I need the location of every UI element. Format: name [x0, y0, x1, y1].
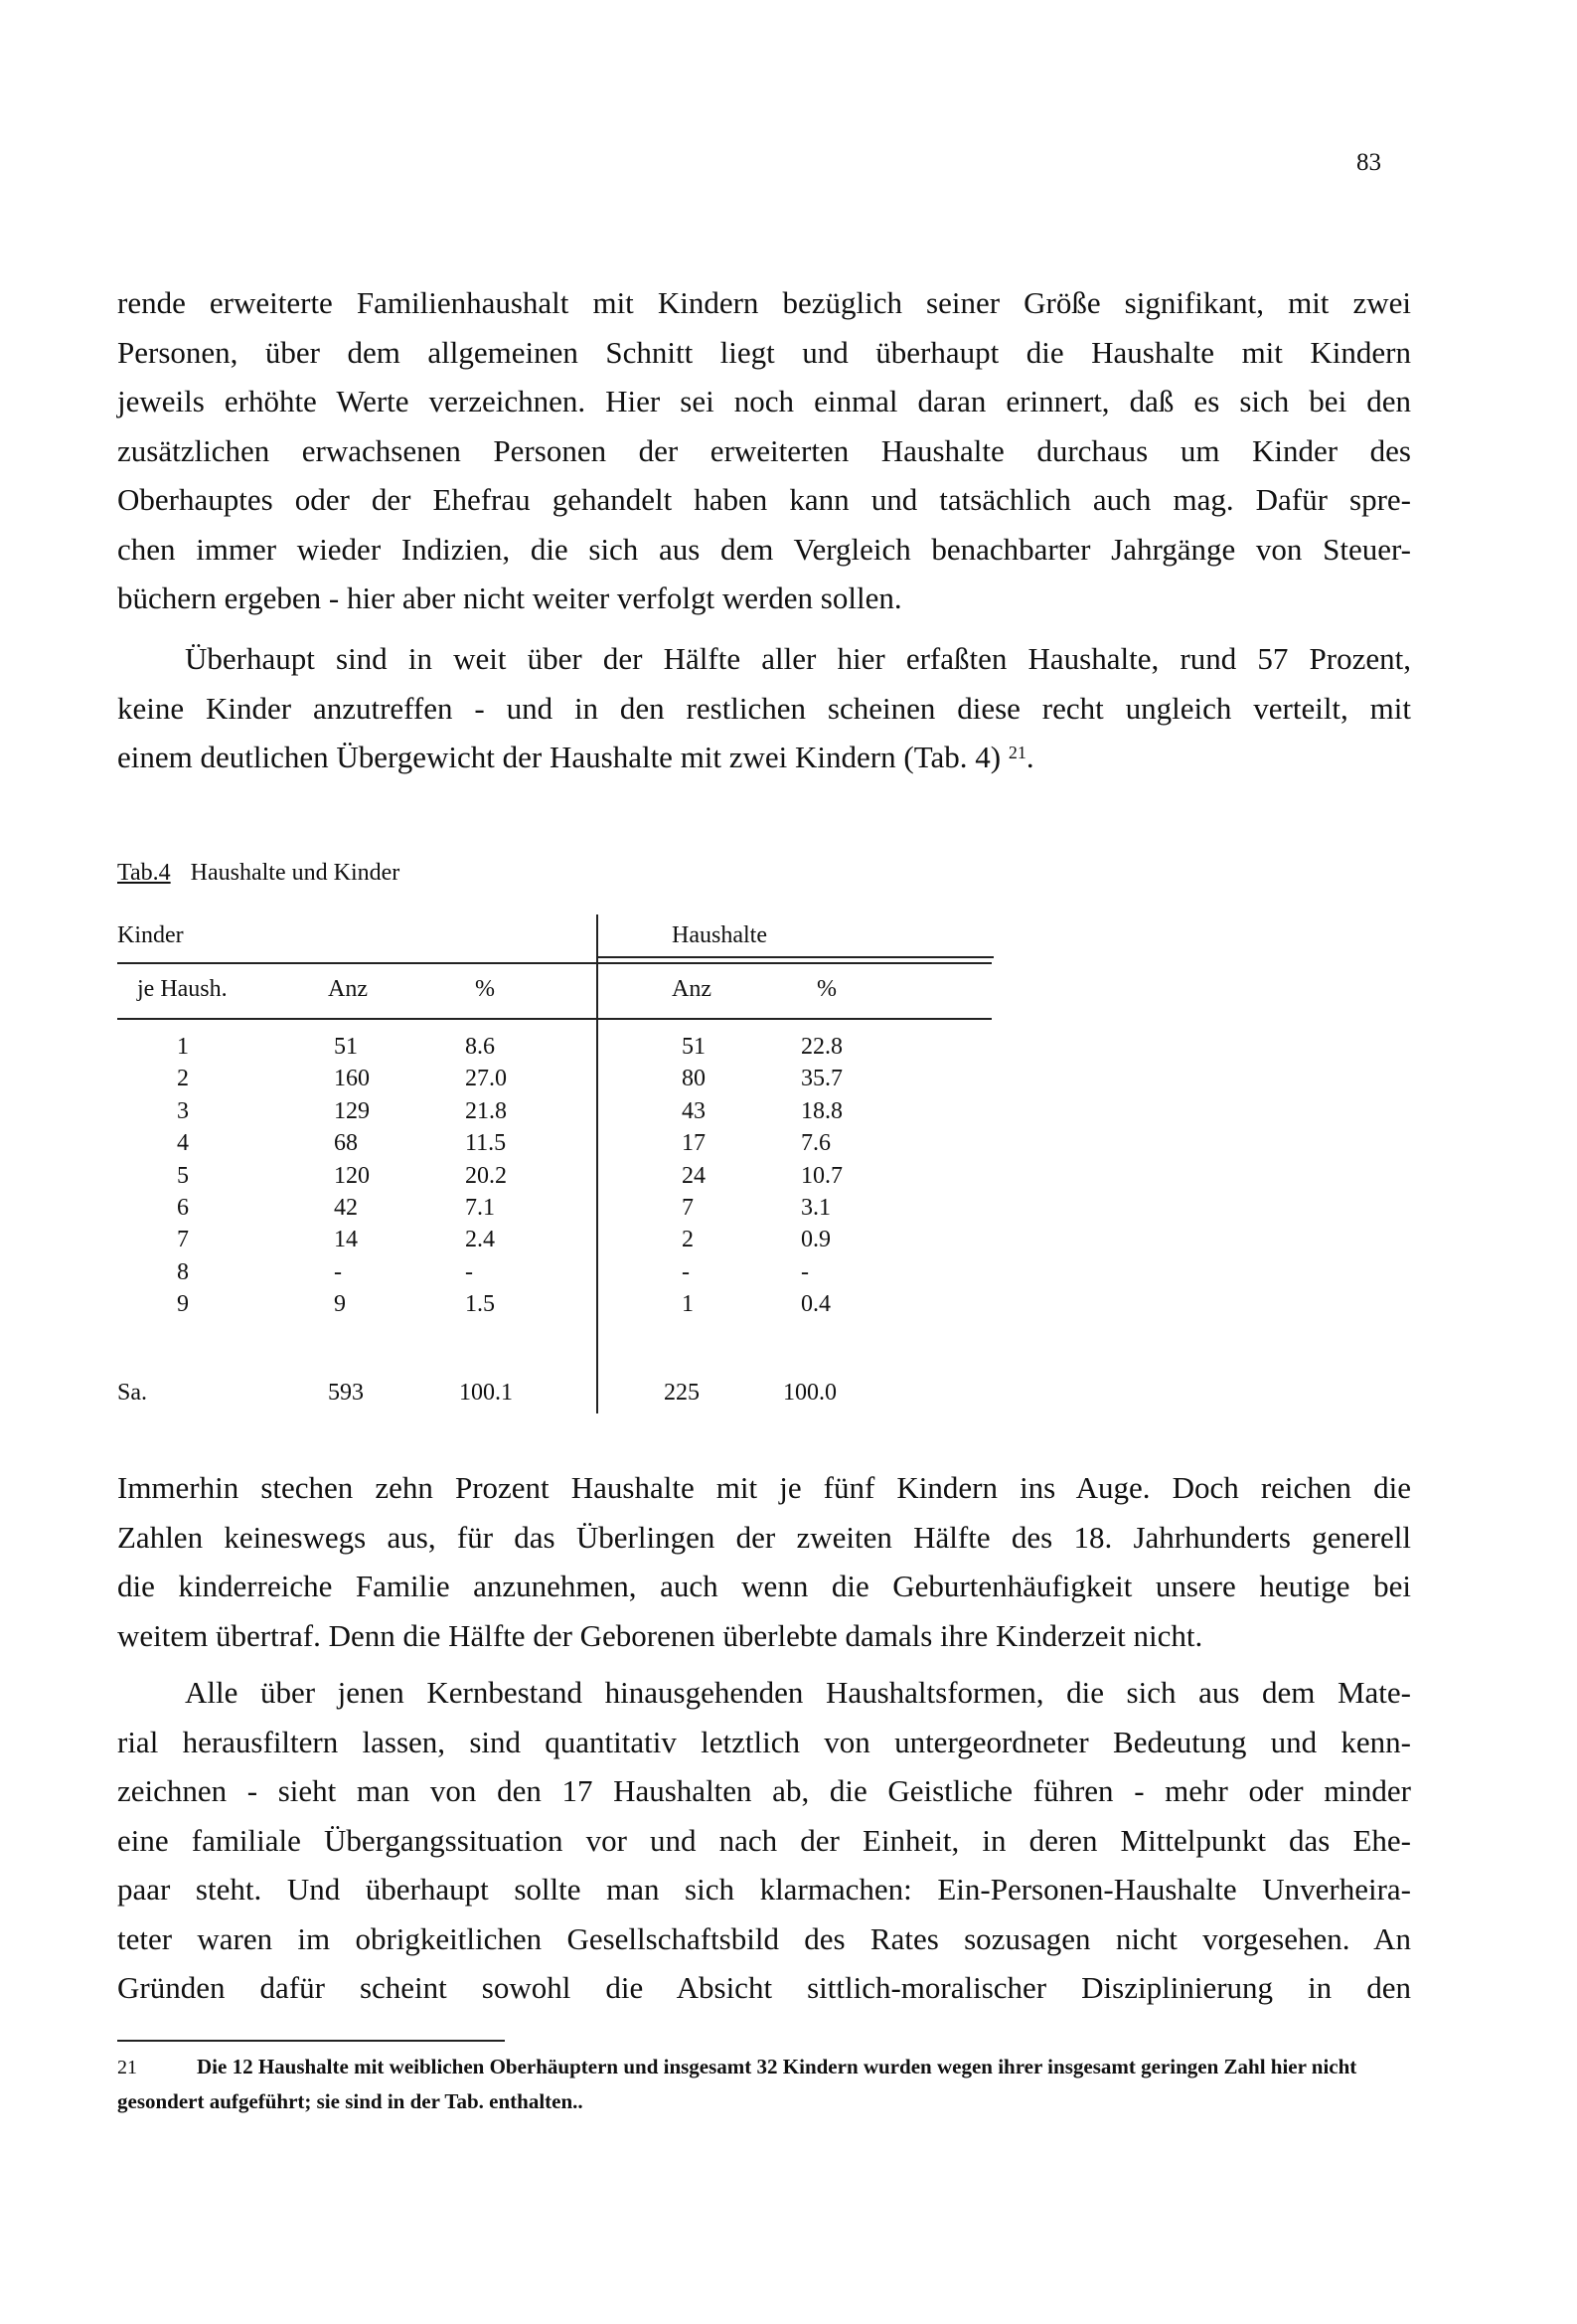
- text-fragment: einem deutlichen Übergewicht der Haushalte mit zwei Kindern (Tab. 4): [117, 740, 1002, 774]
- page-number: 83: [1356, 149, 1381, 176]
- text-line: Zahlen keineswegs aus, für das Überlingen der zweiten Hälfte des 18. Jahrhunderts generell: [117, 1519, 1411, 1555]
- table-cell: 129: [334, 1097, 370, 1124]
- table-cell: 7.1: [465, 1195, 495, 1221]
- table-cell: 22.8: [801, 1034, 843, 1060]
- table-cell: 68: [334, 1130, 358, 1157]
- text-line: eine familiale Übergangssituation vor und nach der Einheit, in deren Mittelpunkt das Ehe-: [117, 1822, 1411, 1858]
- table-cell: 35.7: [801, 1066, 843, 1092]
- footnote-separator: [117, 2040, 505, 2042]
- column-header: Anz: [672, 976, 711, 1002]
- paragraph-2: [117, 634, 1411, 782]
- table-cell: 9: [334, 1291, 346, 1318]
- table-vertical-rule: [596, 914, 598, 1413]
- table-cell: 10.7: [801, 1162, 843, 1189]
- table-number: Tab.4: [117, 860, 171, 886]
- table-cell: 27.0: [465, 1066, 507, 1092]
- text-line-with-footnote: [117, 733, 1411, 782]
- text-line: keine Kinder anzutreffen - und in den restlichen scheinen diese recht ungleich verteilt, mit: [117, 690, 1411, 726]
- text-line: büchern ergeben - hier aber nicht weiter verfolgt werden sollen.: [117, 581, 902, 615]
- table-cell: 2.4: [465, 1227, 495, 1253]
- table-cell: 8.6: [465, 1034, 495, 1060]
- sentence-end: .: [1025, 740, 1034, 774]
- table-cell: 1.5: [465, 1291, 495, 1318]
- table-cell: 14: [334, 1227, 358, 1253]
- footnote-number: 21: [117, 2057, 137, 2078]
- text-line: weitem übertraf. Denn die Hälfte der Geborenen überlebte damals ihre Kinderzeit nicht.: [117, 1617, 1203, 1653]
- text-line: Überhaupt sind in weit über der Hälfte aller hier erfaßten Haushalte, rund 57 Prozent,: [185, 641, 1411, 676]
- group-header-haushalte: Haushalte: [672, 922, 767, 948]
- text-line: Immerhin stechen zehn Prozent Haushalte mit je fünf Kindern ins Auge. Doch reichen die: [117, 1470, 1411, 1505]
- text-line: die kinderreiche Familie anzunehmen, auch wenn die Geburtenhäufigkeit unsere heutige bei: [117, 1569, 1411, 1603]
- table-cell: 24: [682, 1162, 706, 1189]
- text-line: chen immer wieder Indizien, die sich aus dem Vergleich benachbarter Jahrgänge von Steuer-: [117, 531, 1411, 567]
- text-line: Alle über jenen Kernbestand hinausgehenden Haushaltsformen, die sich aus dem Mate-: [185, 1675, 1411, 1710]
- table-cell: 9: [177, 1291, 189, 1318]
- group-header-kinder: Kinder: [117, 922, 184, 948]
- table-cell: -: [465, 1258, 473, 1285]
- table-cell: 42: [334, 1195, 358, 1221]
- table-cell: -: [682, 1258, 690, 1285]
- column-header: Anz: [328, 976, 368, 1002]
- column-header: je Haush.: [137, 976, 228, 1002]
- sum-label: Sa.: [117, 1380, 147, 1406]
- paragraph-4: [117, 1668, 1411, 2013]
- table-cell: 4: [177, 1130, 189, 1157]
- table-cell: 0.4: [801, 1291, 831, 1318]
- text-line: jeweils erhöhte Werte verzeichnen. Hier sei noch einmal daran erinnert, daß es sich bei den: [117, 384, 1411, 418]
- table-cell: -: [801, 1258, 809, 1285]
- table-cell: 3: [177, 1097, 189, 1124]
- table-cell: 8: [177, 1258, 189, 1285]
- table-cell: 1: [177, 1034, 189, 1060]
- footnote: [117, 2050, 1409, 2118]
- paragraph-3: [117, 1463, 1411, 1660]
- table-cell: 7: [682, 1195, 694, 1221]
- table-cell: 2: [177, 1066, 189, 1092]
- table-cell: 0.9: [801, 1227, 831, 1253]
- table-cell: 2: [682, 1227, 694, 1253]
- text-line: rial herausfiltern lassen, sind quantitativ letztlich von untergeordneter Bedeutung und kenn-: [117, 1724, 1411, 1759]
- table-cell: 7.6: [801, 1130, 831, 1157]
- footnote-text: Die 12 Haushalte mit weiblichen Oberhäuptern und insgesamt 32 Kindern wurden wegen ihrer insgesamt geringen Zahl hier nicht gesondert aufgeführt; sie sind in der Tab. enthalten..: [117, 2055, 1357, 2113]
- header-divider: [117, 962, 992, 964]
- sum-cell: 100.0: [783, 1380, 837, 1406]
- table-cell: 51: [682, 1034, 706, 1060]
- table-cell: 18.8: [801, 1097, 843, 1124]
- table-cell: 7: [177, 1227, 189, 1253]
- header-divider: [596, 956, 994, 958]
- footnote-reference[interactable]: 21: [1008, 743, 1026, 762]
- text-line: rende erweiterte Familienhaushalt mit Kindern bezüglich seiner Größe signifikant, mit zwei: [117, 285, 1411, 320]
- table-cell: 120: [334, 1162, 370, 1189]
- table-cell: 6: [177, 1195, 189, 1221]
- text-line: teter waren im obrigkeitlichen Gesellschaftsbild des Rates sozusagen nicht vorgesehen. An: [117, 1920, 1411, 1956]
- column-header: %: [475, 976, 495, 1002]
- sum-cell: 100.1: [459, 1380, 513, 1406]
- text-line: zeichnen - sieht man von den 17 Haushalten ab, die Geistliche führen - mehr oder minder: [117, 1773, 1411, 1808]
- sum-cell: 225: [664, 1380, 700, 1406]
- table-caption: [117, 860, 399, 887]
- table-cell: -: [334, 1258, 342, 1285]
- table-cell: 20.2: [465, 1162, 507, 1189]
- text-line: Personen, über dem allgemeinen Schnitt liegt und überhaupt die Haushalte mit Kindern: [117, 334, 1411, 370]
- sum-cell: 593: [328, 1380, 364, 1406]
- text-line: zusätzlichen erwachsenen Personen der erweiterten Haushalte durchaus um Kinder des: [117, 432, 1411, 468]
- text-line: paar steht. Und überhaupt sollte man sich klarmachen: Ein-Personen-Haushalte Unverheira-: [117, 1872, 1411, 1907]
- table-title: Haushalte und Kinder: [190, 860, 400, 886]
- table-cell: 11.5: [465, 1130, 507, 1157]
- column-header: %: [817, 976, 837, 1002]
- column-divider: [117, 1018, 992, 1020]
- text-line: Oberhauptes oder der Ehefrau gehandelt haben kann und tatsächlich auch mag. Dafür spre-: [117, 482, 1411, 517]
- paragraph-1: [117, 278, 1411, 623]
- table-cell: 160: [334, 1066, 370, 1092]
- table-cell: 17: [682, 1130, 706, 1157]
- table-cell: 51: [334, 1034, 358, 1060]
- table-cell: 1: [682, 1291, 694, 1318]
- table-cell: 3.1: [801, 1195, 831, 1221]
- table-cell: 5: [177, 1162, 189, 1189]
- table-cell: 21.8: [465, 1097, 507, 1124]
- text-line: Gründen dafür scheint sowohl die Absicht sittlich-moralischer Disziplinierung in den: [117, 1970, 1411, 2005]
- table-cell: 80: [682, 1066, 706, 1092]
- table-cell: 43: [682, 1097, 706, 1124]
